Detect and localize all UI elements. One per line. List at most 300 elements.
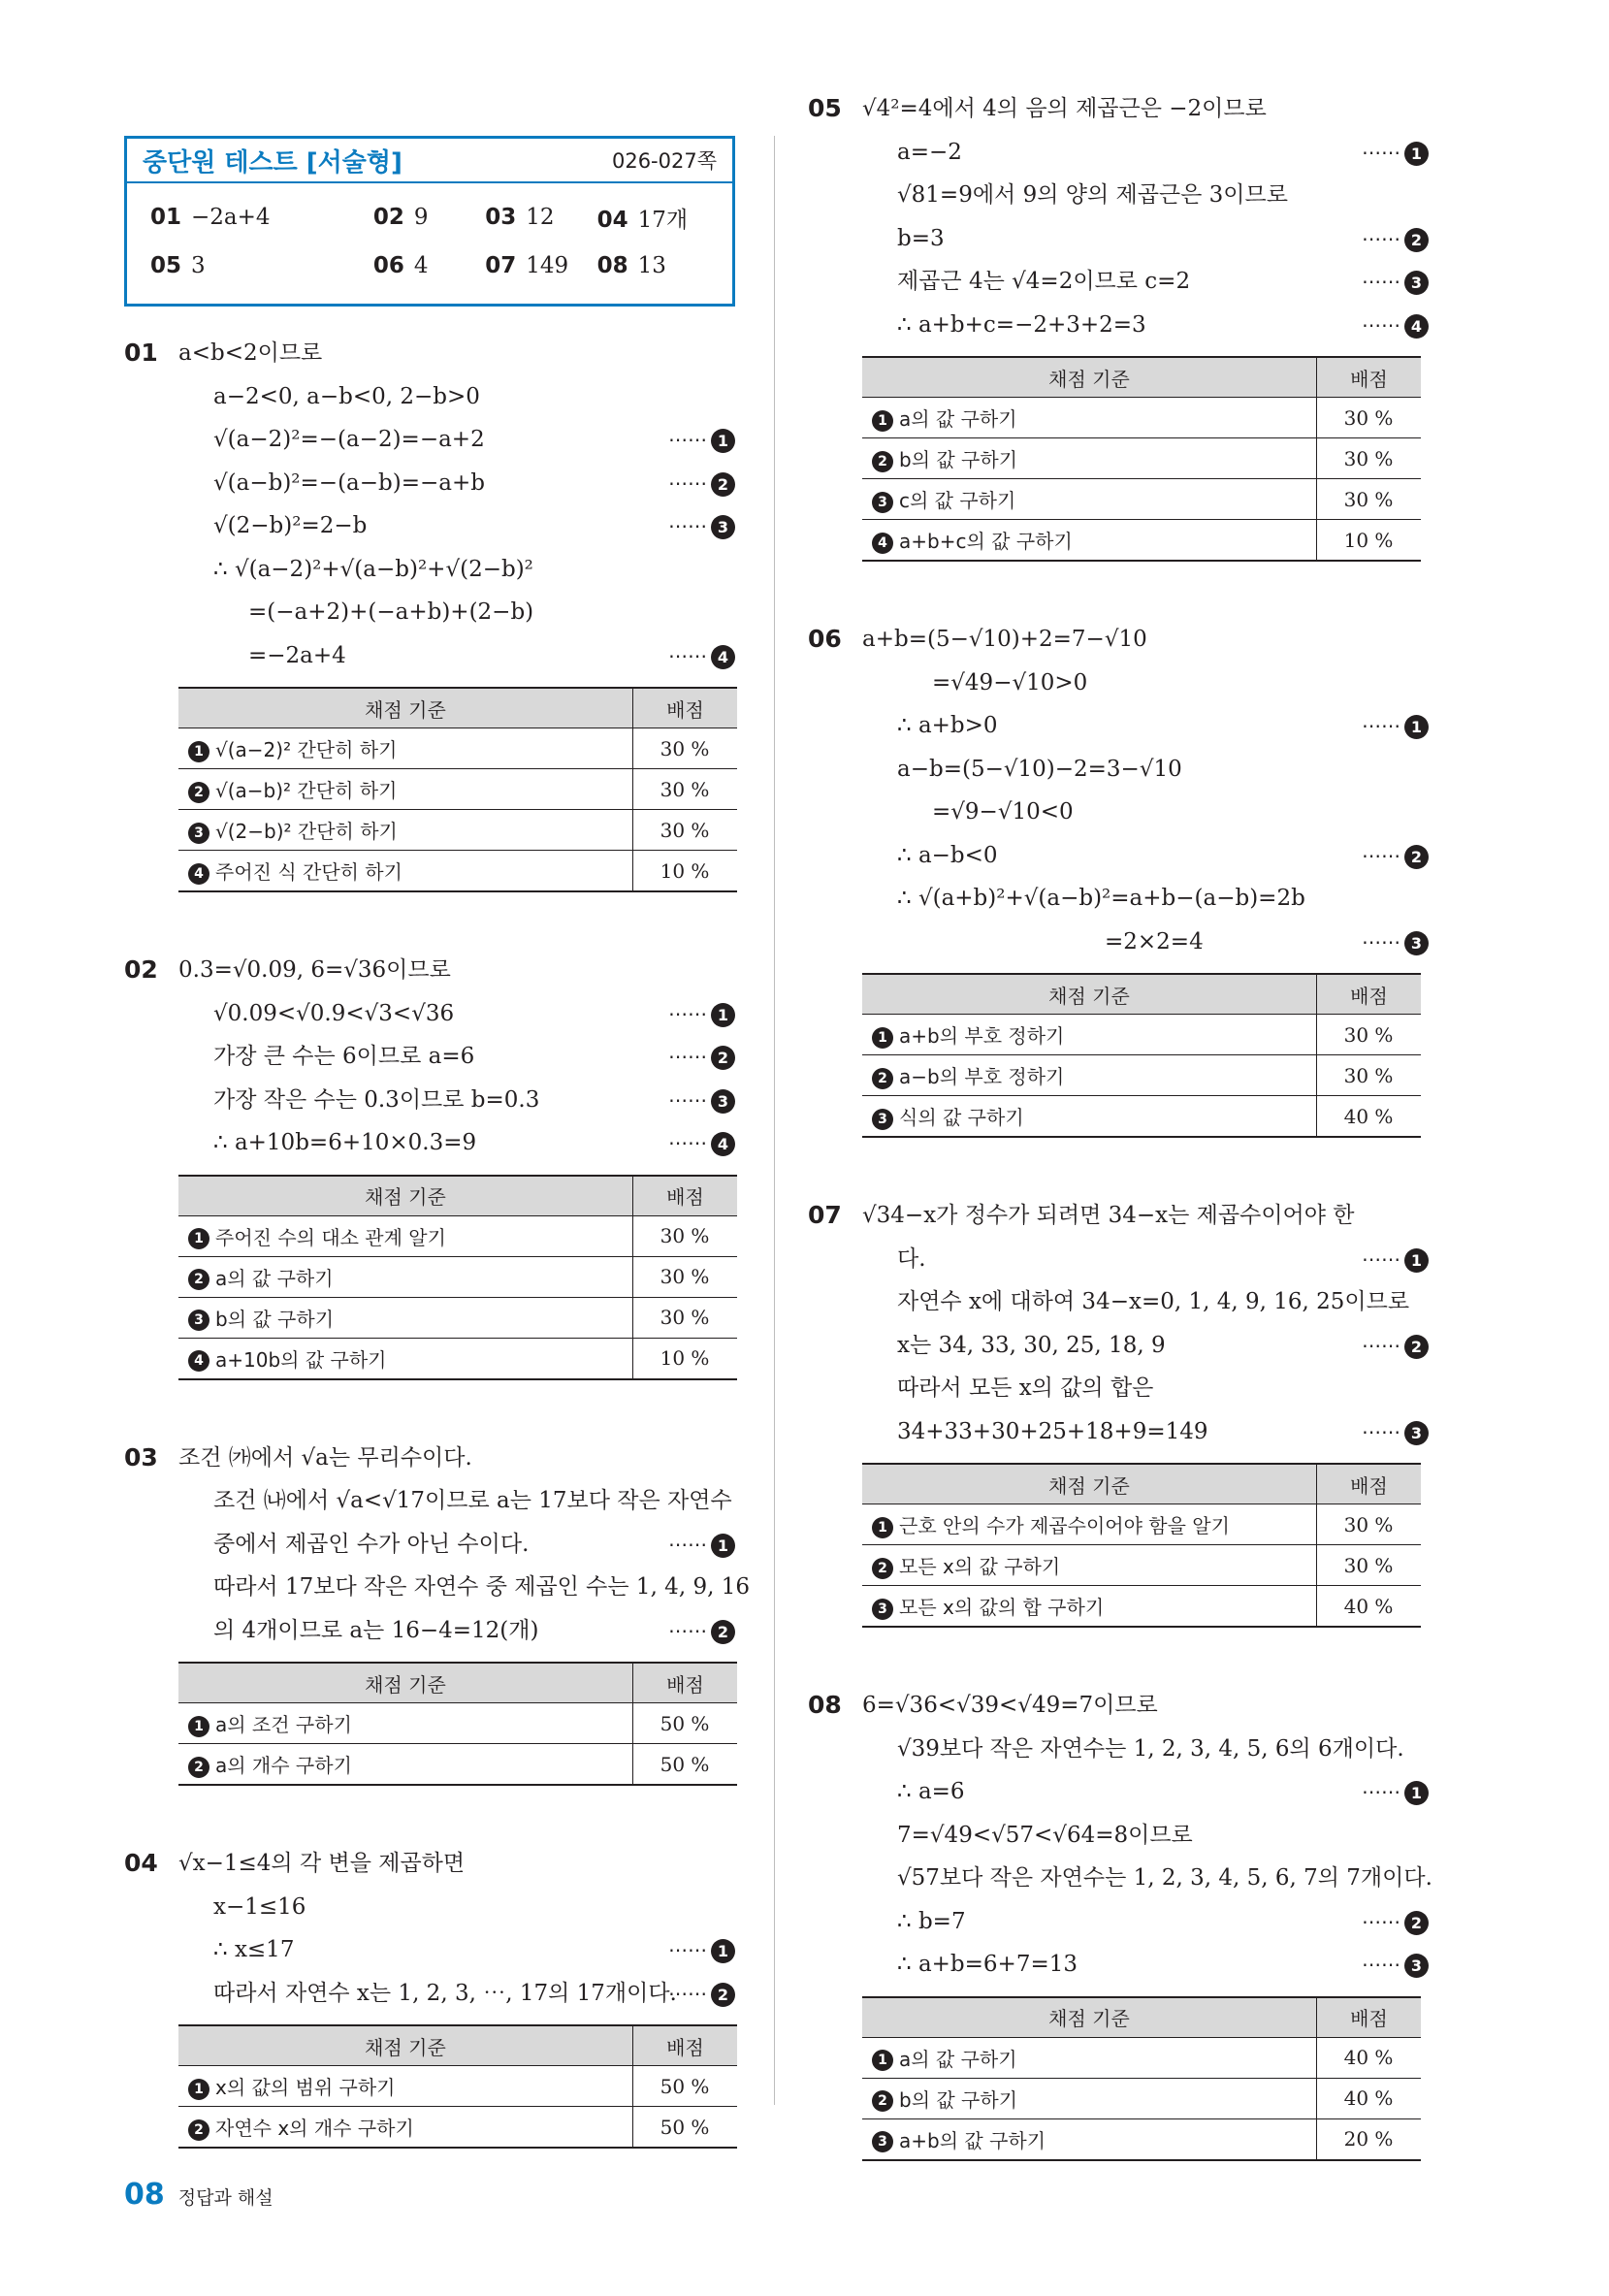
- summary-answer: [150, 253, 373, 278]
- solution-line: [178, 418, 735, 462]
- step-marker: [1362, 1238, 1429, 1281]
- step-number-icon: 2: [711, 1983, 735, 2007]
- problem-number: 01: [124, 339, 158, 367]
- criteria-item: [862, 2037, 1317, 2078]
- criteria-row: [862, 2118, 1421, 2160]
- solution-text: 0.3=√0.09, 6=√36이므로: [178, 957, 451, 983]
- criteria-label: 식의 값 구하기: [899, 1106, 1024, 1129]
- step-marker: [668, 504, 735, 548]
- solution-text: 의 4개이므로 a는 16−4=12(개): [213, 1617, 539, 1643]
- step-number-icon: 2: [872, 2090, 893, 2112]
- step-number-icon: 4: [1404, 314, 1429, 339]
- criteria-header-row: [862, 357, 1421, 398]
- criteria-header-score: 배점: [633, 1176, 738, 1216]
- summary-answer-value: −2a+4: [191, 205, 271, 230]
- solution-line: [178, 1928, 735, 1972]
- solution-text: a−2<0, a−b<0, 2−b>0: [213, 383, 480, 409]
- solution-text: 조건 ㈏에서 √a<√17이므로 a는 17보다 작은 자연수: [213, 1488, 732, 1513]
- step-number-icon: 3: [872, 1109, 893, 1130]
- step-number-icon: 1: [1404, 715, 1429, 739]
- step-number-icon: 2: [188, 1269, 209, 1290]
- solution-text: ∴ a−b<0: [897, 842, 998, 868]
- solution-text: 다.: [897, 1245, 926, 1272]
- step-marker: [1362, 131, 1429, 175]
- solution-text: √(a−2)²=−(a−2)=−a+2: [213, 427, 485, 452]
- solution-line: [178, 375, 735, 419]
- criteria-label: a의 값 구하기: [899, 2047, 1017, 2071]
- criteria-label: 근호 안의 수가 제곱수이어야 함을 알기: [899, 1514, 1230, 1537]
- step-marker: [1362, 921, 1429, 964]
- summary-answer-number: 06: [372, 253, 404, 278]
- criteria-item: [178, 2066, 633, 2107]
- solution-line: [862, 217, 1429, 261]
- step-number-icon: 2: [711, 472, 735, 497]
- criteria-row: [862, 1015, 1421, 1055]
- criteria-row: [178, 1215, 737, 1256]
- step-number-icon: 4: [188, 1350, 209, 1372]
- solution-text: =√9−√10<0: [932, 799, 1074, 825]
- step-marker: [1362, 1770, 1429, 1814]
- criteria-label: b의 값 구하기: [215, 1307, 335, 1331]
- step-dots: ⋯⋯: [668, 470, 707, 495]
- solution-line: [862, 1900, 1429, 1944]
- criteria-label: c의 값 구하기: [899, 489, 1016, 512]
- step-dots: ⋯⋯: [668, 1938, 707, 1961]
- problem-number: 05: [808, 94, 842, 122]
- step-number-icon: 3: [872, 1599, 893, 1620]
- step-number-icon: 4: [872, 533, 893, 554]
- solution-line: [178, 1972, 735, 2016]
- step-number-icon: 1: [711, 1534, 735, 1558]
- criteria-label: a의 조건 구하기: [215, 1713, 352, 1736]
- step-number-icon: 2: [1404, 228, 1429, 252]
- criteria-label: √(a−2)² 간단히 하기: [215, 738, 398, 761]
- step-number-icon: 2: [1404, 845, 1429, 869]
- criteria-label: √(a−b)² 간단히 하기: [215, 779, 398, 802]
- step-marker: [668, 634, 735, 678]
- step-marker: [668, 1079, 735, 1122]
- criteria-row: [178, 851, 737, 892]
- step-marker: [668, 1035, 735, 1079]
- solution-text: √4²=4에서 4의 음의 제곱근은 −2이므로: [862, 96, 1267, 121]
- step-marker: [1362, 1943, 1429, 1987]
- criteria-item: [862, 1586, 1317, 1628]
- right-column: [808, 87, 1432, 2217]
- criteria-row: [862, 398, 1421, 438]
- criteria-score: 50 %: [633, 1703, 738, 1744]
- step-marker: [668, 1928, 735, 1972]
- summary-answer: [150, 205, 373, 230]
- step-marker: [1362, 704, 1429, 748]
- step-marker: [668, 418, 735, 462]
- solution-text: a−b=(5−√10)−2=3−√10: [897, 756, 1182, 782]
- step-number-icon: 3: [1404, 931, 1429, 955]
- criteria-label: 자연수 x의 개수 구하기: [215, 2117, 414, 2140]
- step-dots: ⋯⋯: [668, 1045, 707, 1068]
- solution-line: [862, 87, 1429, 131]
- criteria-score: 10 %: [1317, 520, 1422, 562]
- step-marker: [668, 1609, 735, 1653]
- criteria-score: 30 %: [1317, 438, 1422, 479]
- solution-text: x−1≤16: [213, 1893, 306, 1920]
- summary-answer: [373, 253, 485, 278]
- solution-text: ∴ √(a+b)²+√(a−b)²=a+b−(a−b)=2b: [897, 886, 1305, 911]
- criteria-row: [178, 810, 737, 851]
- step-number-icon: 4: [711, 1132, 735, 1156]
- solution-text: ∴ a+b>0: [897, 713, 998, 738]
- step-marker: [1362, 1900, 1429, 1944]
- step-marker: [668, 1121, 735, 1165]
- criteria-score: 30 %: [1317, 1504, 1422, 1545]
- solution-text: 조건 ㈎에서 √a는 무리수이다.: [178, 1444, 472, 1471]
- criteria-label: 모든 x의 값 구하기: [899, 1555, 1061, 1578]
- grading-criteria-table: [178, 1662, 737, 1786]
- criteria-score: 50 %: [633, 2066, 738, 2107]
- criteria-score: 30 %: [1317, 1015, 1422, 1055]
- step-dots: ⋯⋯: [1362, 1246, 1400, 1271]
- summary-answer-value: 17개: [637, 207, 689, 233]
- solution-line: [862, 877, 1429, 921]
- solution-line: [862, 1410, 1429, 1454]
- solution-line: [178, 1566, 750, 1609]
- solution-line: [862, 662, 1429, 705]
- criteria-item: [178, 810, 633, 851]
- solution-line: [862, 704, 1429, 748]
- step-number-icon: 3: [1404, 1421, 1429, 1445]
- criteria-header-row: [862, 1997, 1421, 2038]
- summary-answer-number: 03: [485, 205, 517, 230]
- solution-text: √34−x가 정수가 되려면 34−x는 제곱수이어야 한: [862, 1203, 1355, 1228]
- solution-line: [178, 1079, 735, 1122]
- problem-number: 03: [124, 1442, 158, 1471]
- step-number-icon: 2: [872, 1558, 893, 1579]
- step-dots: ⋯⋯: [668, 428, 707, 451]
- summary-answer-number: 01: [150, 205, 182, 230]
- left-column: [124, 136, 750, 2205]
- criteria-item: [178, 728, 633, 769]
- solution-line: [862, 131, 1429, 175]
- grading-criteria-table: [178, 1175, 737, 1380]
- step-dots: ⋯⋯: [668, 643, 707, 667]
- criteria-score: 30 %: [633, 1215, 738, 1256]
- step-number-icon: 1: [872, 2050, 893, 2071]
- page-footer: [124, 2178, 274, 2212]
- criteria-header-score: 배점: [1317, 1464, 1422, 1504]
- solution-text: =(−a+2)+(−a+b)+(2−b): [248, 599, 534, 625]
- criteria-row: [178, 1338, 737, 1379]
- criteria-label: a의 값 구하기: [899, 407, 1017, 431]
- solution-text: b=3: [897, 225, 945, 251]
- solution-line: [862, 791, 1429, 834]
- grading-criteria-table: [178, 687, 737, 892]
- step-number-icon: 2: [711, 1620, 735, 1644]
- problem-03: [124, 1437, 750, 1787]
- step-dots: ⋯⋯: [668, 1618, 707, 1642]
- grading-criteria-table: [862, 1463, 1421, 1628]
- criteria-row: [862, 438, 1421, 479]
- solution-line: [178, 1886, 735, 1929]
- grading-criteria-table: [862, 973, 1421, 1138]
- step-marker: [1362, 260, 1429, 304]
- step-number-icon: 1: [1404, 1248, 1429, 1273]
- step-marker: [1362, 304, 1429, 347]
- problem-number: 06: [808, 625, 842, 653]
- criteria-row: [178, 728, 737, 769]
- solution-text: 따라서 17보다 작은 자연수 중 제곱인 수는 1, 4, 9, 16: [213, 1574, 750, 1600]
- step-number-icon: 2: [1404, 1911, 1429, 1935]
- summary-answer-number: 02: [372, 205, 404, 230]
- step-number-icon: 2: [711, 1046, 735, 1070]
- step-number-icon: 1: [1404, 1781, 1429, 1805]
- criteria-item: [862, 479, 1317, 520]
- solution-line: [862, 618, 1429, 662]
- solution-line: [178, 591, 735, 634]
- solution-line: [862, 1367, 1429, 1410]
- criteria-header-label: 채점 기준: [862, 357, 1317, 398]
- criteria-score: 30 %: [633, 810, 738, 851]
- step-number-icon: 1: [1404, 142, 1429, 166]
- solution-line: [862, 1814, 1429, 1858]
- criteria-score: 30 %: [1317, 1055, 1422, 1096]
- criteria-item: [862, 398, 1317, 438]
- criteria-row: [862, 1586, 1421, 1628]
- summary-pages: 026-027쪽: [611, 149, 717, 173]
- solution-line: [862, 174, 1429, 217]
- criteria-score: 30 %: [633, 1256, 738, 1297]
- criteria-score: 30 %: [1317, 398, 1422, 438]
- step-dots: ⋯⋯: [1362, 1419, 1400, 1443]
- criteria-label: a+10b의 값 구하기: [215, 1347, 387, 1372]
- grading-criteria-table: [178, 2024, 737, 2149]
- solution-line: [178, 548, 735, 592]
- criteria-item: [862, 1096, 1317, 1138]
- criteria-row: [862, 2037, 1421, 2078]
- criteria-label: 주어진 식 간단히 하기: [215, 860, 402, 884]
- solution-line: [862, 748, 1429, 792]
- criteria-header-score: 배점: [633, 688, 738, 728]
- solution-text: 따라서 자연수 x는 1, 2, 3, ⋯, 17의 17개이다.: [213, 1980, 677, 2006]
- step-number-icon: 2: [1404, 1335, 1429, 1359]
- solution-line: [178, 992, 735, 1036]
- solution-line: [862, 1238, 1429, 1281]
- solution-line: [862, 1770, 1429, 1814]
- criteria-header-score: 배점: [633, 1663, 738, 1703]
- criteria-score: 40 %: [1317, 1096, 1422, 1138]
- criteria-label: a+b의 값 구하기: [899, 2128, 1046, 2152]
- step-dots: ⋯⋯: [668, 514, 707, 537]
- criteria-score: 30 %: [1317, 479, 1422, 520]
- criteria-label: 모든 x의 값의 합 구하기: [899, 1596, 1105, 1619]
- criteria-row: [178, 1703, 737, 1744]
- summary-answer-value: 4: [413, 253, 429, 278]
- step-marker: [668, 462, 735, 505]
- problem-05: [808, 87, 1429, 562]
- solution-line: [178, 1035, 735, 1079]
- problem-number: 07: [808, 1201, 842, 1229]
- criteria-item: [178, 1215, 633, 1256]
- problem-number: 04: [124, 1849, 158, 1877]
- solution-line: [862, 1684, 1429, 1728]
- criteria-label: 주어진 수의 대소 관계 알기: [215, 1225, 446, 1249]
- criteria-score: 10 %: [633, 851, 738, 892]
- step-number-icon: 1: [188, 1716, 209, 1737]
- solution-text: 자연수 x에 대하여 34−x=0, 1, 4, 9, 16, 25이므로: [897, 1289, 1410, 1314]
- step-number-icon: 1: [872, 1517, 893, 1538]
- criteria-row: [862, 520, 1421, 562]
- step-number-icon: 1: [872, 1027, 893, 1049]
- criteria-header-label: 채점 기준: [178, 2025, 633, 2066]
- solution-text: a<b<2이므로: [178, 340, 323, 366]
- solution-line: [178, 1609, 735, 1653]
- criteria-label: a의 값 구하기: [215, 1266, 334, 1290]
- step-dots: ⋯⋯: [1362, 1909, 1400, 1933]
- criteria-score: 30 %: [633, 728, 738, 769]
- step-dots: ⋯⋯: [1362, 140, 1400, 164]
- grading-criteria-table: [862, 1996, 1421, 2161]
- step-marker: [668, 1972, 735, 2016]
- solution-line: [178, 1479, 735, 1523]
- criteria-header-row: [178, 1176, 737, 1216]
- solution-text: ∴ √(a−2)²+√(a−b)²+√(2−b)²: [213, 556, 533, 582]
- solution-text: 7=√49<√57<√64=8이므로: [897, 1822, 1193, 1848]
- problem-01: [124, 332, 735, 892]
- solution-line: [862, 1943, 1429, 1987]
- criteria-header-row: [178, 1663, 737, 1703]
- summary-header: [127, 139, 732, 183]
- solution-text: a+b=(5−√10)+2=7−√10: [862, 627, 1147, 652]
- criteria-label: b의 값 구하기: [899, 2087, 1018, 2112]
- summary-answer: [485, 253, 596, 278]
- step-dots: ⋯⋯: [668, 1001, 707, 1025]
- step-dots: ⋯⋯: [1362, 1333, 1400, 1357]
- solution-line: [862, 1324, 1429, 1368]
- step-number-icon: 1: [711, 1003, 735, 1027]
- solution-line: [178, 1523, 735, 1567]
- solution-line: [862, 921, 1429, 964]
- step-number-icon: 3: [188, 1310, 209, 1331]
- criteria-score: 30 %: [633, 769, 738, 810]
- solution-text: 가장 큰 수는 6이므로 a=6: [213, 1044, 475, 1069]
- summary-answer-value: 149: [526, 253, 569, 278]
- footer-label: 정답과 해설: [177, 2187, 274, 2209]
- solution-line: [862, 260, 1429, 304]
- step-marker: [1362, 1410, 1429, 1454]
- solution-line: [862, 304, 1429, 347]
- summary-answers: [127, 183, 732, 304]
- summary-answer-number: 07: [485, 253, 517, 278]
- criteria-item: [862, 520, 1317, 562]
- solution-text: 가장 작은 수는 0.3이므로 b=0.3: [213, 1086, 540, 1113]
- step-number-icon: 2: [188, 1757, 209, 1778]
- step-number-icon: 3: [711, 1089, 735, 1114]
- criteria-item: [862, 1015, 1317, 1055]
- step-number-icon: 2: [872, 1068, 893, 1089]
- step-number-icon: 4: [188, 863, 209, 885]
- solution-text: ∴ a+10b=6+10×0.3=9: [213, 1130, 477, 1155]
- solution-line: [862, 834, 1429, 878]
- solution-text: ∴ a+b+c=−2+3+2=3: [897, 311, 1146, 338]
- criteria-header-label: 채점 기준: [178, 688, 633, 728]
- summary-answer-value: 9: [413, 205, 429, 230]
- solution-text: √(a−b)²=−(a−b)=−a+b: [213, 469, 485, 496]
- criteria-label: a−b의 부호 정하기: [899, 1065, 1065, 1088]
- summary-row: [150, 193, 709, 242]
- criteria-header-score: 배점: [633, 2025, 738, 2066]
- step-number-icon: 1: [188, 2079, 209, 2100]
- step-dots: ⋯⋯: [1362, 270, 1400, 293]
- step-dots: ⋯⋯: [1362, 843, 1400, 867]
- solution-text: √x−1≤4의 각 변을 제곱하면: [178, 1851, 466, 1876]
- problem-06: [808, 618, 1429, 1138]
- criteria-label: a+b의 부호 정하기: [899, 1024, 1065, 1048]
- step-number-icon: 2: [188, 782, 209, 803]
- summary-answer-number: 08: [596, 253, 628, 278]
- criteria-item: [178, 1256, 633, 1297]
- solution-line: [178, 949, 735, 992]
- criteria-item: [862, 1545, 1317, 1586]
- summary-answer: [485, 205, 596, 230]
- solution-text: =−2a+4: [248, 642, 346, 668]
- page-number: 08: [124, 2178, 165, 2212]
- step-dots: ⋯⋯: [668, 1532, 707, 1556]
- step-marker: [1362, 1324, 1429, 1368]
- step-marker: [668, 1523, 735, 1567]
- criteria-score: 40 %: [1317, 1586, 1422, 1628]
- criteria-score: 40 %: [1317, 2078, 1422, 2118]
- criteria-label: b의 값 구하기: [899, 448, 1018, 471]
- problem-02: [124, 949, 735, 1380]
- summary-answer-value: 3: [191, 253, 206, 278]
- criteria-row: [862, 479, 1421, 520]
- criteria-row: [178, 2107, 737, 2149]
- criteria-score: 20 %: [1317, 2118, 1422, 2160]
- criteria-header-row: [862, 974, 1421, 1015]
- step-dots: ⋯⋯: [668, 1981, 707, 2005]
- criteria-header-row: [862, 1464, 1421, 1504]
- criteria-header-label: 채점 기준: [862, 1464, 1317, 1504]
- criteria-item: [178, 1703, 633, 1744]
- column-divider: [774, 136, 775, 2105]
- criteria-row: [862, 2078, 1421, 2118]
- summary-row: [150, 242, 709, 290]
- solution-text: =2×2=4: [1105, 928, 1204, 954]
- step-number-icon: 3: [872, 2131, 893, 2152]
- criteria-item: [862, 438, 1317, 479]
- criteria-item: [862, 2118, 1317, 2160]
- criteria-header-score: 배점: [1317, 1997, 1422, 2038]
- summary-title: 중단원 테스트 [서술형]: [143, 147, 402, 178]
- answer-summary-box: [124, 136, 735, 307]
- criteria-item: [178, 1297, 633, 1338]
- criteria-header-label: 채점 기준: [178, 1176, 633, 1216]
- solution-text: ∴ b=7: [897, 1908, 966, 1934]
- step-dots: ⋯⋯: [1362, 312, 1400, 337]
- step-marker: [1362, 217, 1429, 261]
- criteria-header-label: 채점 기준: [178, 1663, 633, 1703]
- step-number-icon: 1: [711, 429, 735, 453]
- criteria-score: 30 %: [633, 1297, 738, 1338]
- criteria-row: [178, 1256, 737, 1297]
- solution-text: ∴ x≤17: [213, 1937, 295, 1962]
- solution-line: [178, 634, 735, 678]
- step-dots: ⋯⋯: [668, 1087, 707, 1112]
- solution-text: 중에서 제곱인 수가 아닌 수이다.: [213, 1531, 530, 1557]
- summary-answer-number: 04: [596, 207, 628, 233]
- solution-line: [178, 1437, 735, 1480]
- step-marker: [1362, 834, 1429, 878]
- step-number-icon: 3: [872, 492, 893, 513]
- solution-line: [178, 332, 735, 375]
